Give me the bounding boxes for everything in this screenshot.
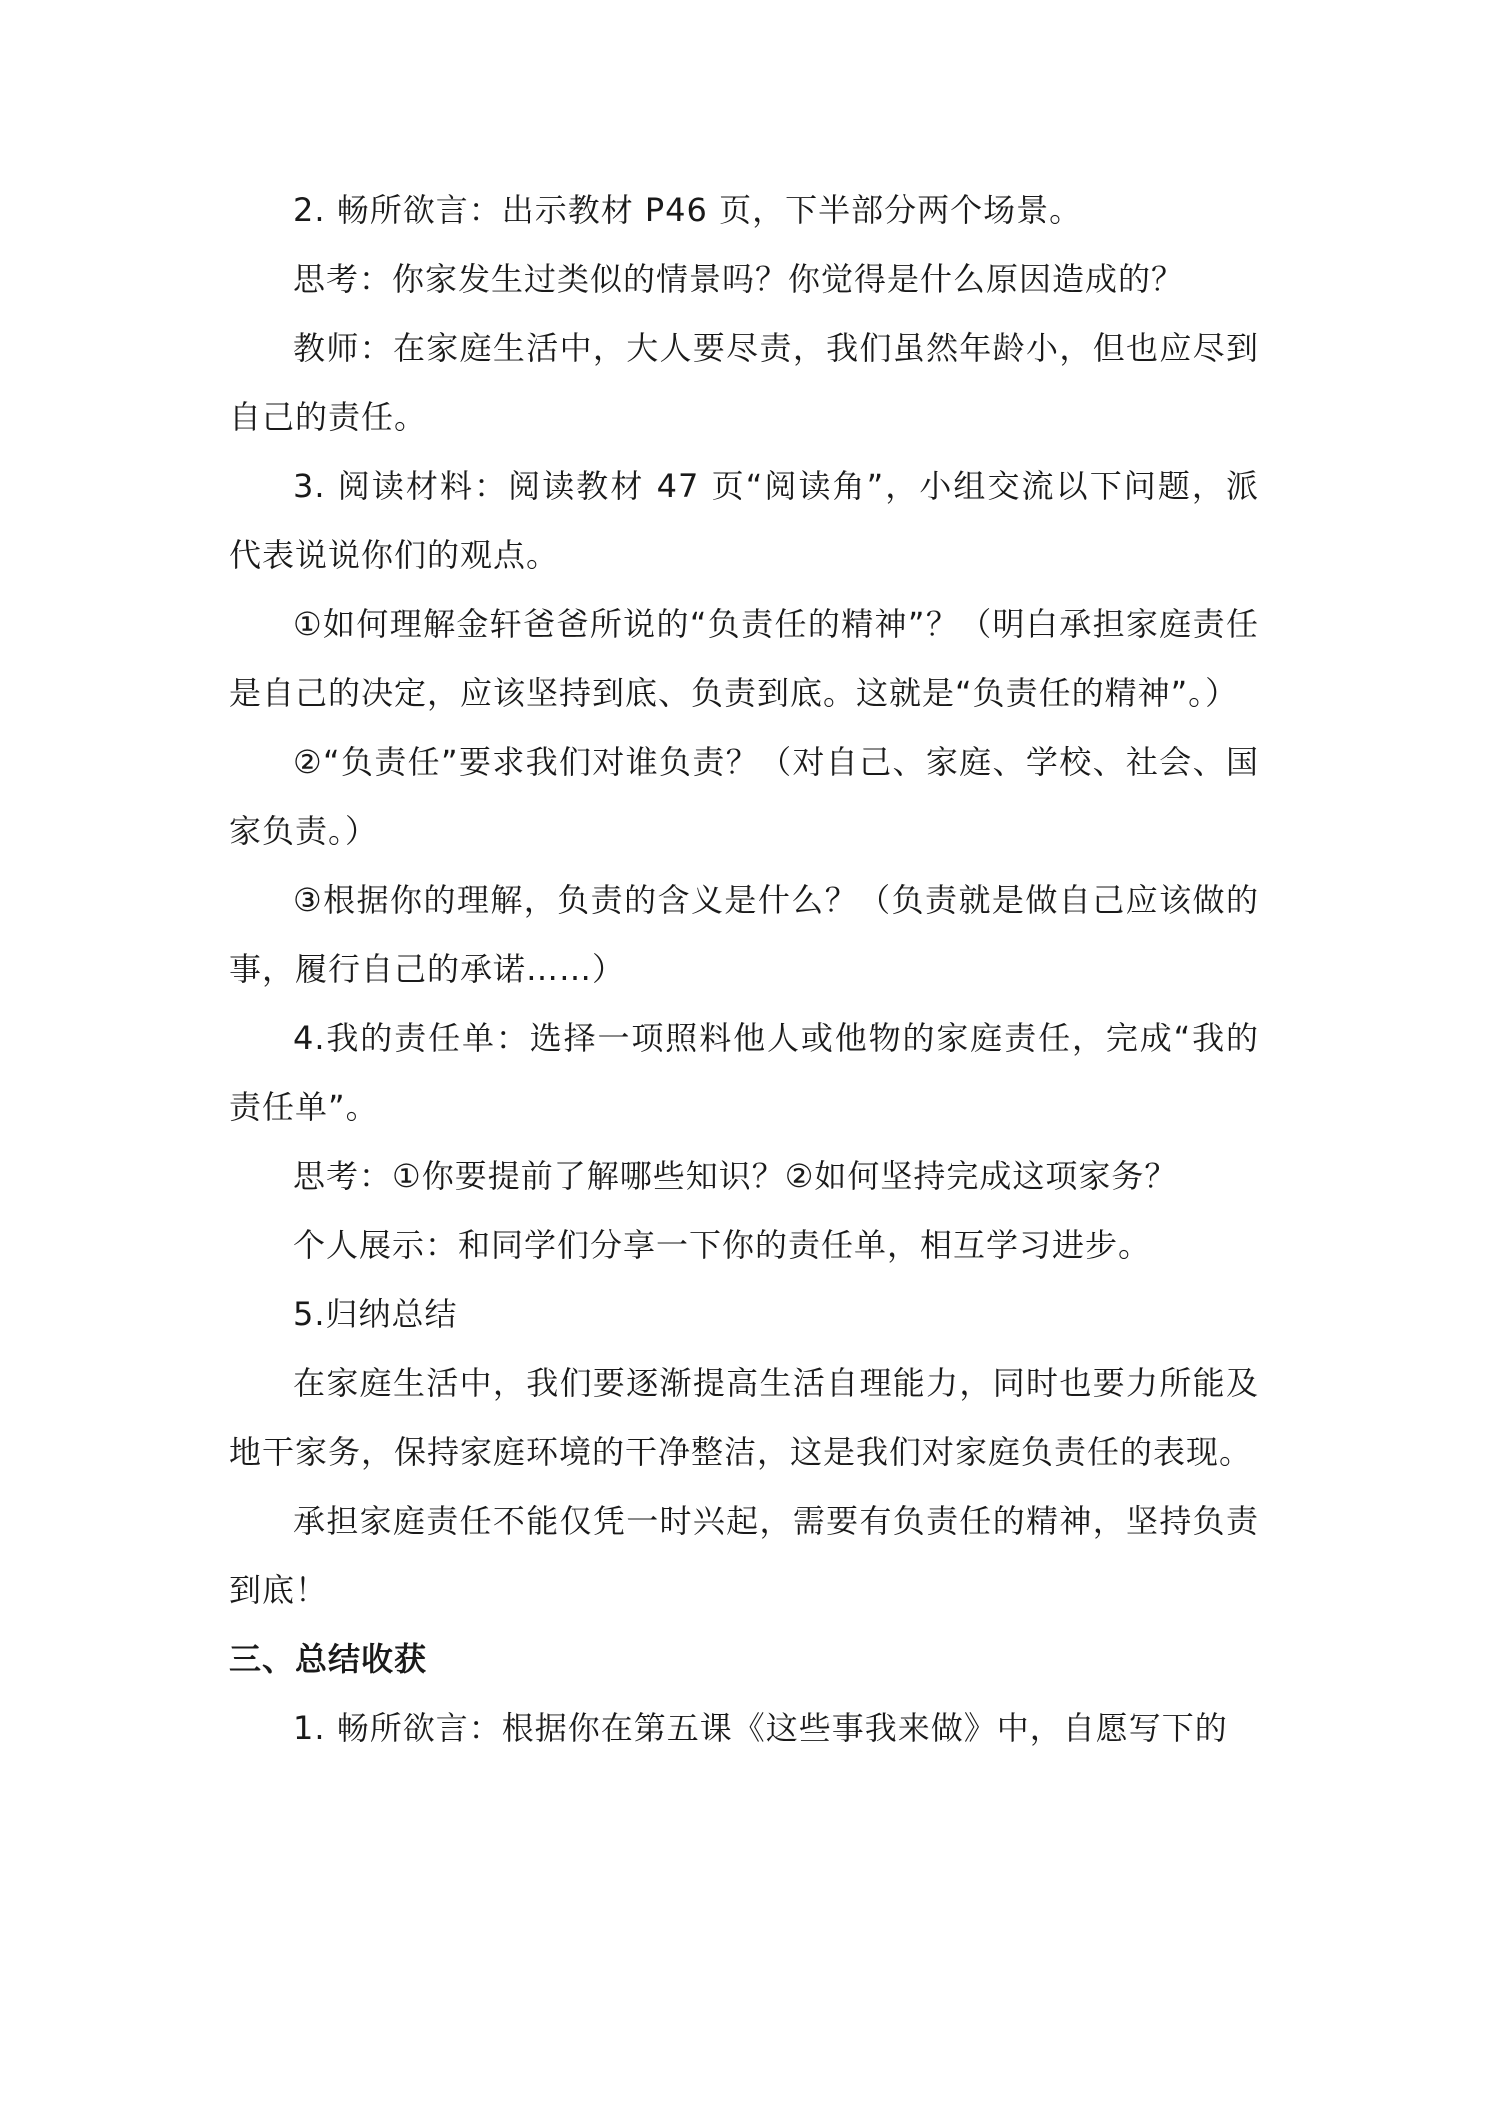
- paragraph-discussion-scenes: 2. 畅所欲言：出示教材 P46 页，下半部分两个场景。: [293, 191, 1083, 229]
- paragraph-responsibility-spirit: 承担家庭责任不能仅凭一时兴起，需要有负责任的精神，坚持负责到底！: [229, 1502, 1259, 1609]
- paragraph-responsibility-list: 4.我的责任单：选择一项照料他人或他物的家庭责任，完成“我的责任单”。: [229, 1019, 1259, 1126]
- paragraph-teacher-note: 教师：在家庭生活中，大人要尽责，我们虽然年龄小，但也应尽到自己的责任。: [229, 329, 1259, 436]
- paragraph-last: 1. 畅所欲言：根据你在第五课《这些事我来做》中，自愿写下的: [293, 1709, 1228, 1747]
- document-body: [229, 176, 1259, 1763]
- paragraph-summary-title: 5.归纳总结: [293, 1295, 458, 1333]
- paragraph-personal-show: 个人展示：和同学们分享一下你的责任单，相互学习进步。: [293, 1226, 1152, 1264]
- paragraph-reading-material: 3. 阅读材料：阅读教材 47 页“阅读角”，小组交流以下问题，派代表说说你们的观点。: [229, 467, 1259, 574]
- paragraph-think-knowledge: 思考：①你要提前了解哪些知识？②如何坚持完成这项家务？: [293, 1157, 1178, 1195]
- paragraph-summary-body: 在家庭生活中，我们要逐渐提高生活自理能力，同时也要力所能及地干家务，保持家庭环境的干净整洁，这是我们对家庭负责任的表现。: [229, 1364, 1259, 1471]
- paragraph-question-1: ①如何理解金轩爸爸所说的“负责任的精神”？（明白承担家庭责任是自己的决定，应该坚持到底、负责到底。这就是“负责任的精神”。）: [229, 605, 1259, 712]
- paragraph-question-3: ③根据你的理解，负责的含义是什么？（负责就是做自己应该做的事，履行自己的承诺……）: [229, 881, 1259, 988]
- section-heading: 三、总结收获: [229, 1640, 428, 1678]
- paragraph-question-2: ②“负责任”要求我们对谁负责？（对自己、家庭、学校、社会、国家负责。）: [229, 743, 1259, 850]
- paragraph-think-question: 思考：你家发生过类似的情景吗？你觉得是什么原因造成的？: [293, 260, 1185, 298]
